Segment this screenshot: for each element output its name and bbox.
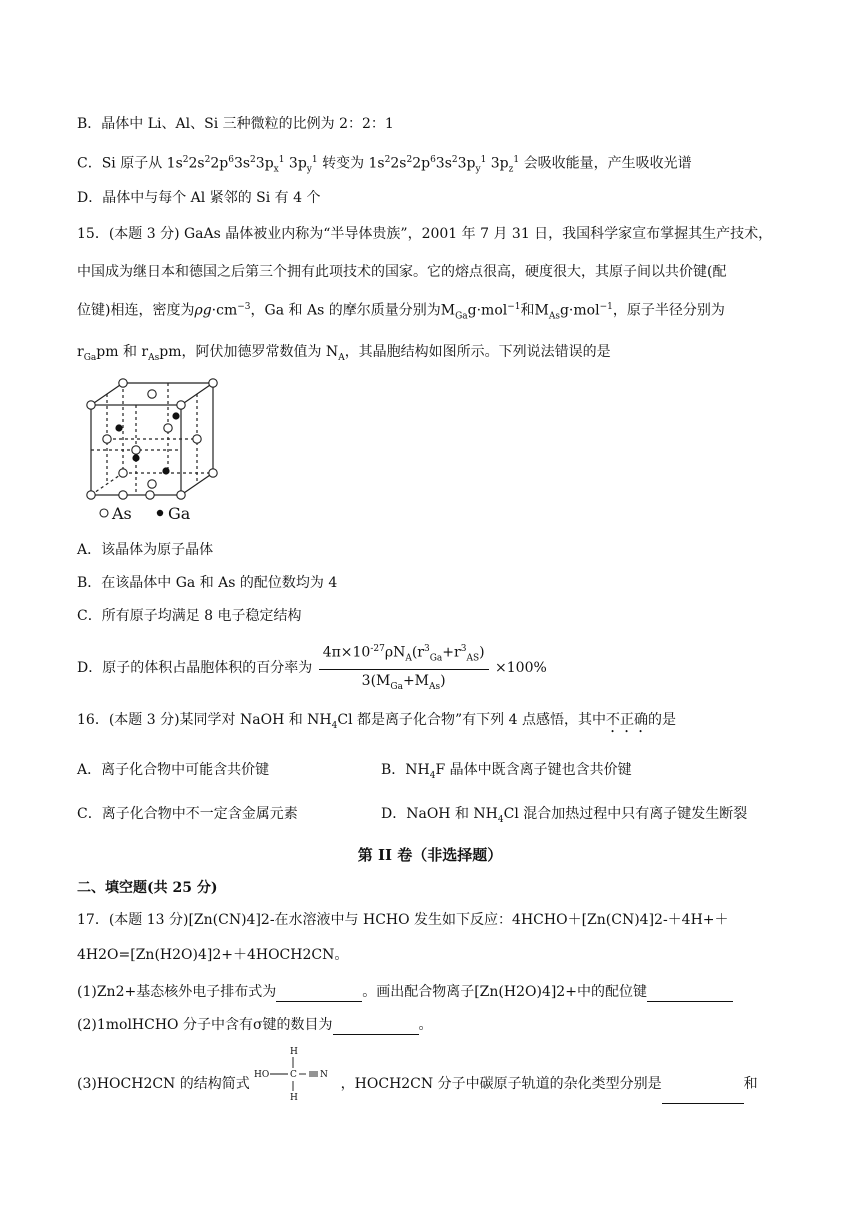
q14-option-d: D．晶体中与每个 Al 紧邻的 Si 有 4 个 [77, 190, 321, 206]
q15-stem-line4: $r_{Ga}pm$ 和 $r_{As}pm$，阿伏加德罗常数值为 $N_A$，其晶胞结构如图所示。下列说法错误的是 [77, 344, 611, 363]
q15-option-a: A．该晶体为原子晶体 [77, 542, 214, 558]
q16-option-b: B．$NH_4F$ 晶体中既含离子键也含共价键 [381, 762, 632, 781]
q14-option-c: C．Si 原子从 $1s^22s^22p^63s^23p_x^1$ $3p_y^1$ 转变为 $1s^22s^22p^63s^23p_y^1$ $3p_z^1$ 会吸收能量，产生吸收光谱 [77, 155, 692, 175]
svg-text:C: C [290, 1070, 298, 1080]
svg-text:HO: HO [254, 1070, 270, 1080]
ga-marker-icon [157, 510, 163, 516]
hoch2cn-structure-diagram [254, 1044, 336, 1104]
part-two-heading: 二、填空题(共 25 分) [77, 880, 218, 896]
q15-stem-line1: 15．(本题 3 分) GaAs 晶体被业内称为“半导体贵族”，2001 年 7 月 31 日，我国科学家宣布掌握其生产技术， [77, 226, 773, 242]
q15-stem-line3: 位键)相连，密度为$\rho g\cdot cm^{-3}$，Ga 和 As 的摩尔质量分别为$M_{Ga}g\cdot mol^{-1}$和$M_{As}g\cdot mol^{-1}$，原子半径分别为 [77, 302, 725, 322]
answer-blank-1[interactable] [276, 987, 362, 1002]
q15-option-d: D．原子的体积占晶胞体积的百分率为 $\frac{4\pi\times 10^{-27}\rho N_A(r^3_{Ga}+r^3_{AS})}{3(M_{Ga}+M_{As})}$ ×100% [77, 640, 547, 696]
q16-option-d: D．NaOH 和 $NH_4Cl$ 混合加热过程中只有离子键发生断裂 [381, 806, 748, 825]
q14-option-b: B．晶体中 Li、Al、Si 三种微粒的比例为 2：2：1 [77, 116, 394, 132]
q15-option-b: B．在该晶体中 Ga 和 As 的配位数均为 4 [77, 575, 338, 591]
q15-stem-line2: 中国成为继日本和德国之后第三个拥有此项技术的国家。它的熔点很高，硬度很大，其原子间以共价键(配 [77, 264, 727, 280]
answer-blank-3[interactable] [333, 1020, 419, 1035]
q17-subquestion-2: (2)1molHCHO 分子中含有σ键的数目为 。 [77, 1017, 433, 1033]
q16-option-c: C．离子化合物中不一定含金属元素 [77, 806, 298, 822]
legend-ga-label: Ga [168, 504, 191, 523]
answer-blank-4[interactable] [662, 1089, 744, 1104]
svg-text:H: H [290, 1093, 299, 1103]
packing-fraction-formula: $\frac{4\pi\times 10^{-27}\rho N_A(r^3_{Ga}+r^3_{AS})}{3(M_{Ga}+M_{As})}$ [319, 640, 489, 696]
q16-stem: 16．(本题 3 分)某同学对 NaOH 和 $NH_4Cl$ 都是离子化合物”有下列 4 点感悟，其中不正确的是 [77, 712, 676, 731]
q16-option-a: A．离子化合物中可能含共价键 [77, 762, 270, 778]
svg-text:N: N [320, 1070, 329, 1080]
q17-subquestion-3: (3)HOCH2CN 的结构简式 H HO C N H ，HOCH2CN 分子中碳原子轨道的杂化类型分别是 和 [77, 1064, 758, 1104]
crystal-legend [96, 502, 206, 524]
as-marker-icon [100, 509, 108, 517]
svg-text:H: H [290, 1047, 299, 1057]
q17-stem-line1: 17．(本题 13 分)[Zn(CN)4]2-在水溶液中与 HCHO 发生如下反应：4HCHO＋[Zn(CN)4]2-＋4H+＋ [77, 912, 729, 928]
legend-as-label: As [112, 504, 132, 523]
section-ii-title: 第 II 卷（非选择题） [357, 846, 503, 864]
q15-option-c: C．所有原子均满足 8 电子稳定结构 [77, 608, 302, 624]
answer-blank-2[interactable] [647, 987, 733, 1002]
q17-stem-line2: 4H2O=[Zn(H2O)4]2+＋4HOCH2CN。 [77, 947, 349, 963]
q17-subquestion-1: (1)Zn2+基态核外电子排布式为 。画出配合物离子[Zn(H2O)4]2+中的配位键 [77, 982, 733, 1002]
